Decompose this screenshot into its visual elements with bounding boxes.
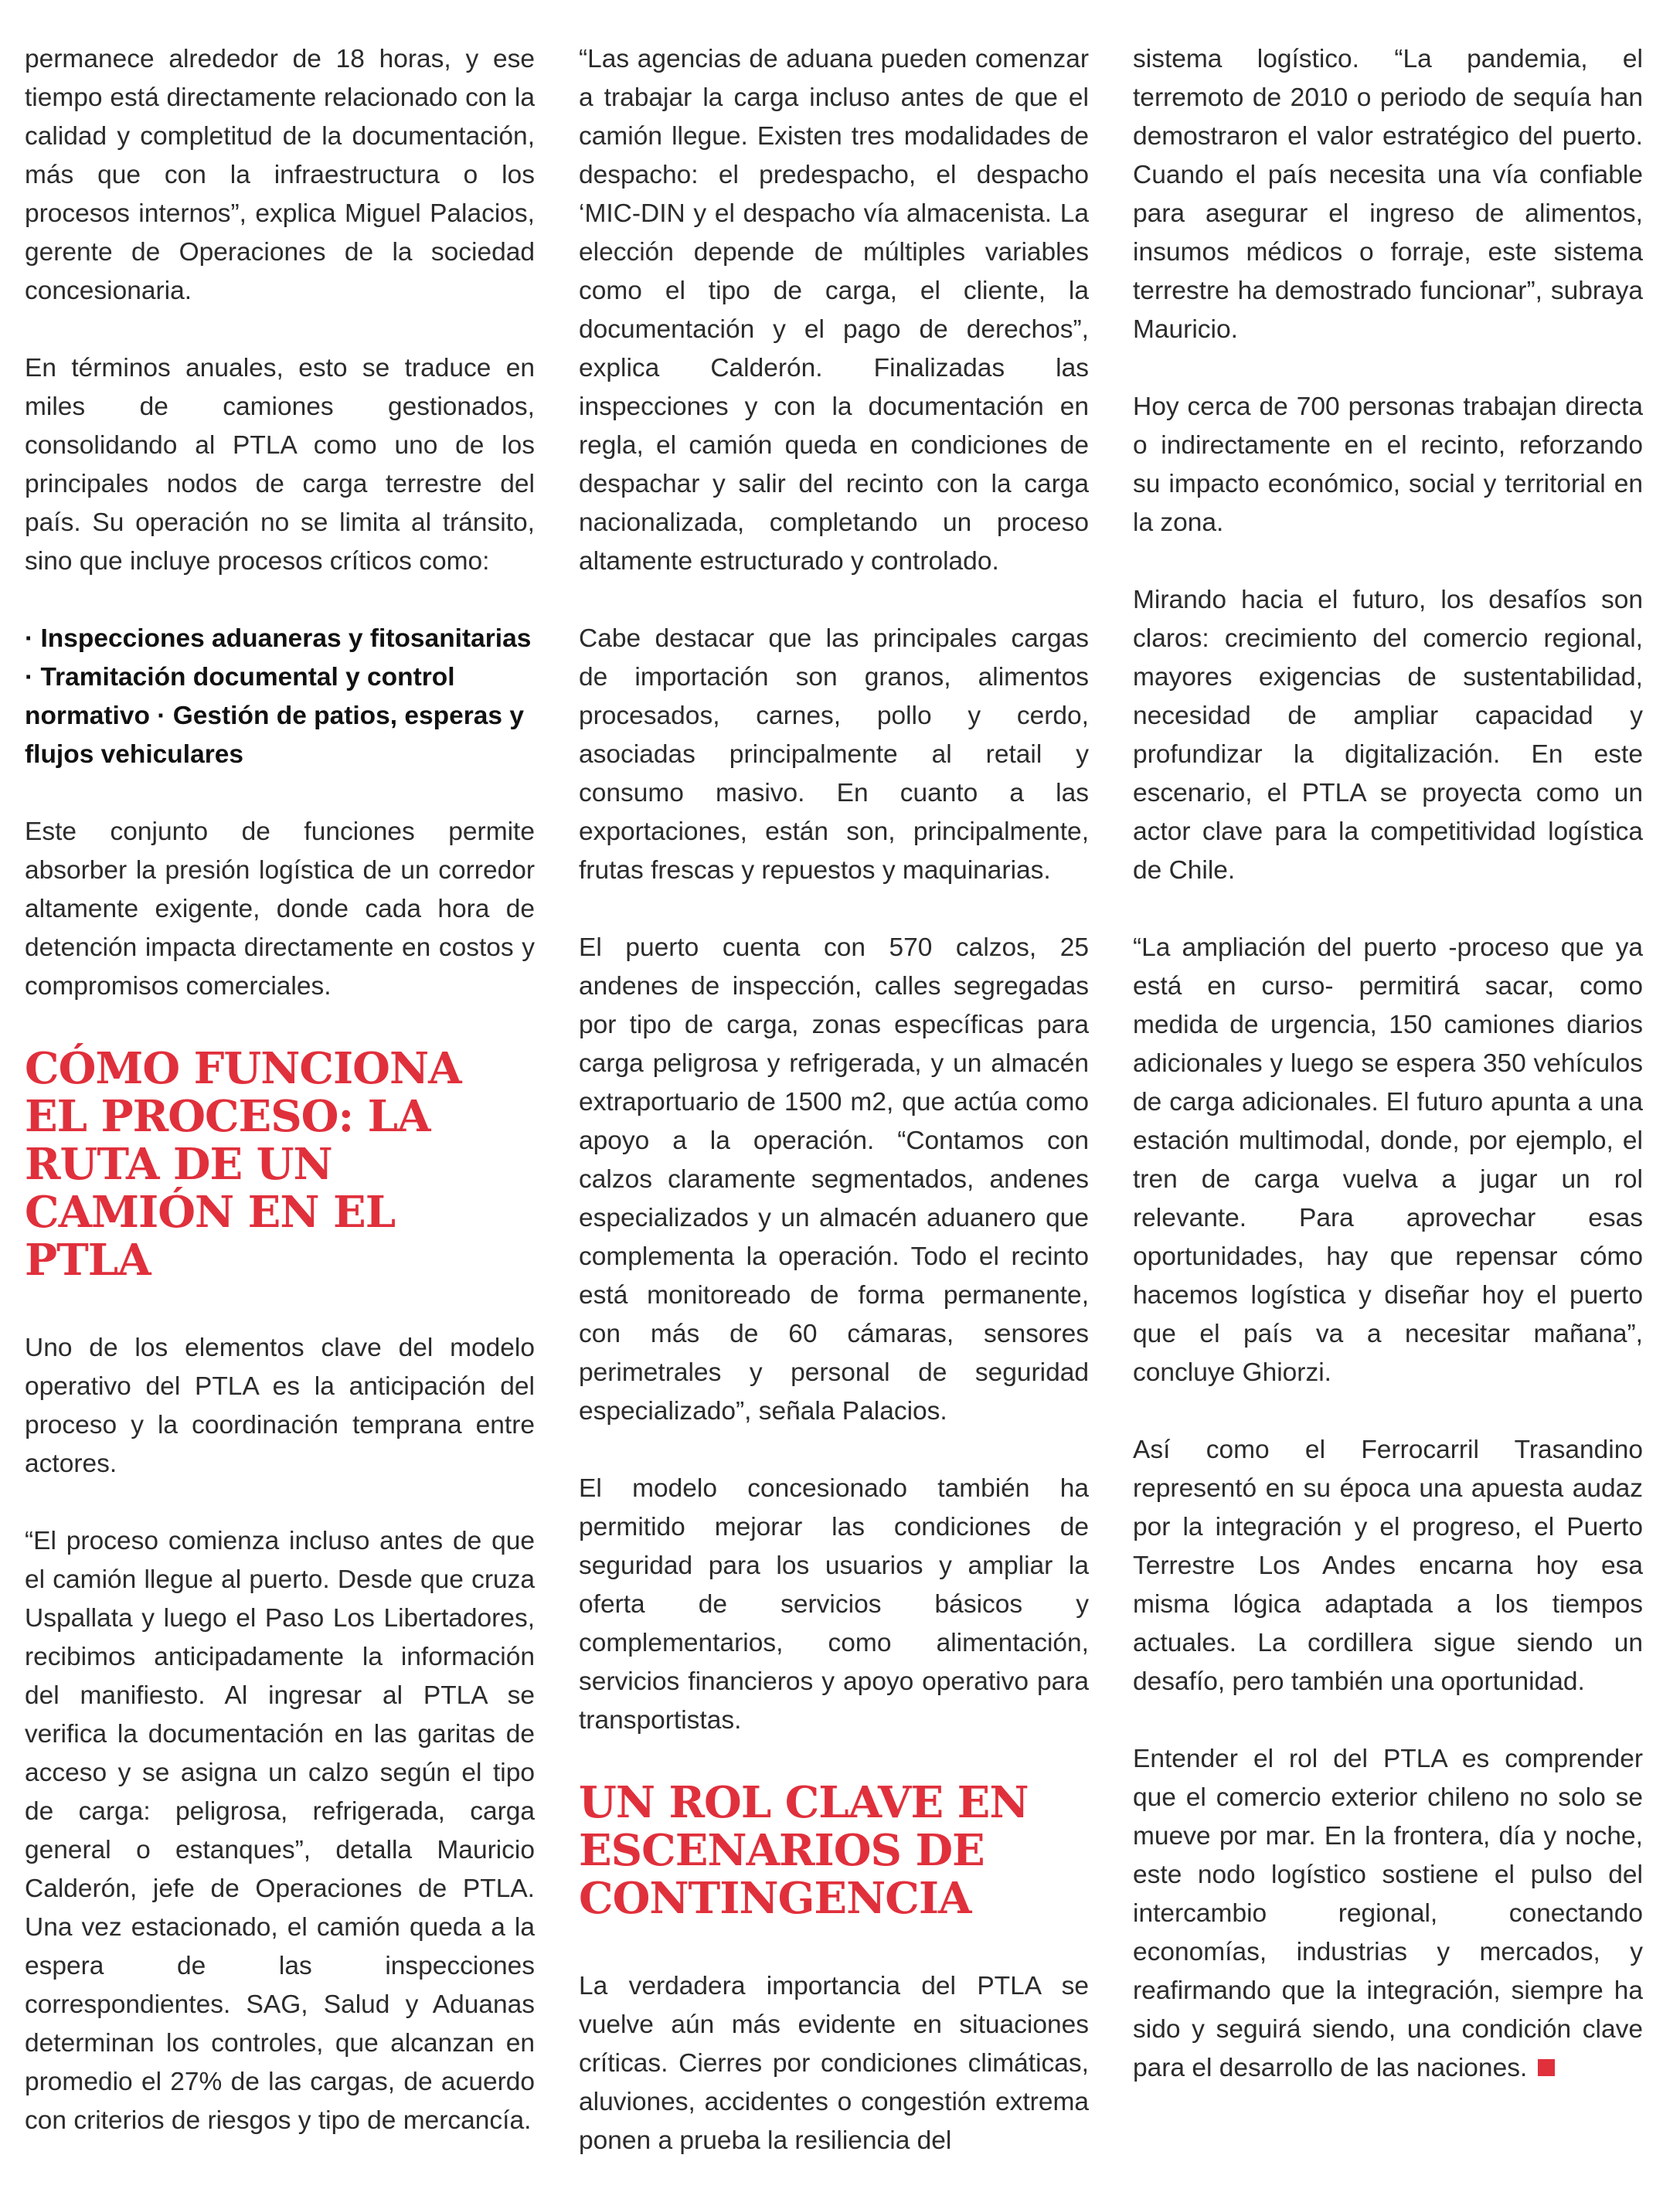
paragraph: Uno de los elementos clave del modelo operativo del PTLA es la anticipación del proceso y la coordinación temprana entre actores. <box>25 1334 535 1478</box>
column-2 <box>579 40 1089 2199</box>
paragraph: sistema logístico. “La pandemia, el terremoto de 2010 o periodo de sequía han demostraron el valor estratégico del puerto. Cuando el país necesita una vía confiable para asegurar el ingreso de alimentos, insumos médicos o forraje, este sistema terrestre ha demostrado funcionar”, subraya Mauricio. <box>1133 45 1643 344</box>
paragraph: Mirando hacia el futuro, los desafíos son claros: crecimiento del comercio regional, mayores exigencias de sustentabilidad, necesidad de ampliar capacidad y profundizar la digitalización. En este escenario, el PTLA se proyecta como un actor clave para la competitividad logística de Chile. <box>1133 586 1643 885</box>
paragraph: Cabe destacar que las principales cargas de importación son granos, alimentos procesados, carnes, pollo y cerdo, asociadas principalmente al retail y consumo masivo. En cuanto a las exportaciones, están son, principalmente, frutas frescas y repuestos y maquinarias. <box>579 624 1089 885</box>
paragraph: El modelo concesionado también ha permitido mejorar las condiciones de seguridad para los usuarios y ampliar la oferta de servicios básicos y complementarios, como alimentación, servicios financieros y apoyo operativo para transportistas. <box>579 1474 1089 1735</box>
end-of-article-square-icon <box>1538 2059 1555 2076</box>
bullet-list-paragraph: · Inspecciones aduaneras y fitosanitarias · Tramitación documental y control normativo · Gestión de patios, esperas y flujos vehiculares <box>25 624 532 769</box>
column-3 <box>1133 40 1643 2126</box>
column-1 <box>25 40 535 2179</box>
section-heading-proceso: CÓMO FUNCIONA EL PROCESO: LA RUTA DE UN CAMIÓN EN EL PTLA <box>25 1043 461 1286</box>
paragraph: permanece alrededor de 18 horas, y ese tiempo está directamente relacionado con la calidad y completitud de la documentación, más que con la infraestructura o los procesos internos”, explica Miguel Palacios, gerente de Operaciones de la sociedad concesionaria. <box>25 45 535 305</box>
paragraph: El puerto cuenta con 570 calzos, 25 andenes de inspección, calles segregadas por tipo de carga, zonas específicas para carga peligrosa y refrigerada, y un almacén extraportuario de 1500 m2, que actúa como apoyo a la operación. “Contamos con calzos claramente segmentados, andenes especializados y un almacén aduanero que complementa la operación. Todo el recinto está monitoreado de forma permanente, con más de 60 cámaras, sensores perimetrales y personal de seguridad especializado”, señala Palacios. <box>579 933 1089 1426</box>
paragraph: “El proceso comienza incluso antes de que el camión llegue al puerto. Desde que cruza Uspallata y luego el Paso Los Libertadores, recibimos anticipadamente la información del manifiesto. Al ingresar al PTLA se verifica la documentación en las garitas de acceso y se asigna un calzo según el tipo de carga: peligrosa, refrigerada, carga general o estanques”, detalla Mauricio Calderón, jefe de Operaciones de PTLA. Una vez estacionado, el camión queda a la espera de las inspecciones correspondientes. SAG, Salud y Aduanas determinan los controles, que alcanzan en promedio el 27% de las cargas, de acuerdo con criterios de riesgos y tipo de mercancía. <box>25 1527 535 2135</box>
paragraph: Este conjunto de funciones permite absorber la presión logística de un corredor altamente exigente, donde cada hora de detención impacta directamente en costos y compromisos comerciales. <box>25 817 535 1001</box>
section-heading-contingencia: UN ROL CLAVE EN ESCENARIOS DE CONTINGENCIA <box>579 1777 1029 1924</box>
paragraph: “Las agencias de aduana pueden comenzar a trabajar la carga incluso antes de que el camión llegue. Existen tres modalidades de despacho: el predespacho, el despacho ‘MIC-DIN y el despacho vía almacenista. La elección depende de múltiples variables como el tipo de carga, el cliente, la documentación y el pago de derechos”, explica Calderón. Finalizadas las inspecciones y con la documentación en regla, el camión queda en condiciones de despachar y salir del recinto con la carga nacionalizada, completando un proceso altamente estructurado y controlado. <box>579 45 1089 576</box>
closing-paragraph-text: Entender el rol del PTLA es comprender que el comercio exterior chileno no solo se mueve por mar. En la frontera, día y noche, este nodo logístico sostiene el pulso del intercambio regional, conectando economías, industrias y mercados, y reafirmando que la integración, siempre ha sido y seguirá siendo, una condición clave para el desarrollo de las naciones. <box>1133 1745 1643 2082</box>
closing-paragraph <box>1133 1740 1643 2088</box>
paragraph: La verdadera importancia del PTLA se vuelve aún más evidente en situaciones críticas. Cierres por condiciones climáticas, aluviones, accidentes o congestión extrema ponen a prueba la resiliencia del <box>579 1972 1089 2155</box>
paragraph: Hoy cerca de 700 personas trabajan directa o indirectamente en el recinto, reforzando su impacto económico, social y territorial en la zona. <box>1133 393 1643 537</box>
paragraph: Así como el Ferrocarril Trasandino representó en su época una apuesta audaz por la integración y el progreso, el Puerto Terrestre Los Andes encarna hoy esa misma lógica adaptada a los tiempos actuales. La cordillera sigue siendo un desafío, pero también una oportunidad. <box>1133 1436 1643 1696</box>
paragraph: “La ampliación del puerto -proceso que ya está en curso- permitirá sacar, como medida de urgencia, 150 camiones diarios adicionales y luego se espera 350 vehículos de carga adicionales. El futuro apunta a una estación multimodal, donde, por ejemplo, el tren de carga vuelva a jugar un rol relevante. Para aprovechar esas oportunidades, hay que repensar cómo hacemos logística y diseñar hoy el puerto que el país va a necesitar mañana”, concluye Ghiorzi. <box>1133 933 1643 1387</box>
paragraph: En términos anuales, esto se traduce en miles de camiones gestionados, consolidando al PTLA como uno de los principales nodos de carga terrestre del país. Su operación no se limita al tránsito, sino que incluye procesos críticos como: <box>25 354 535 576</box>
